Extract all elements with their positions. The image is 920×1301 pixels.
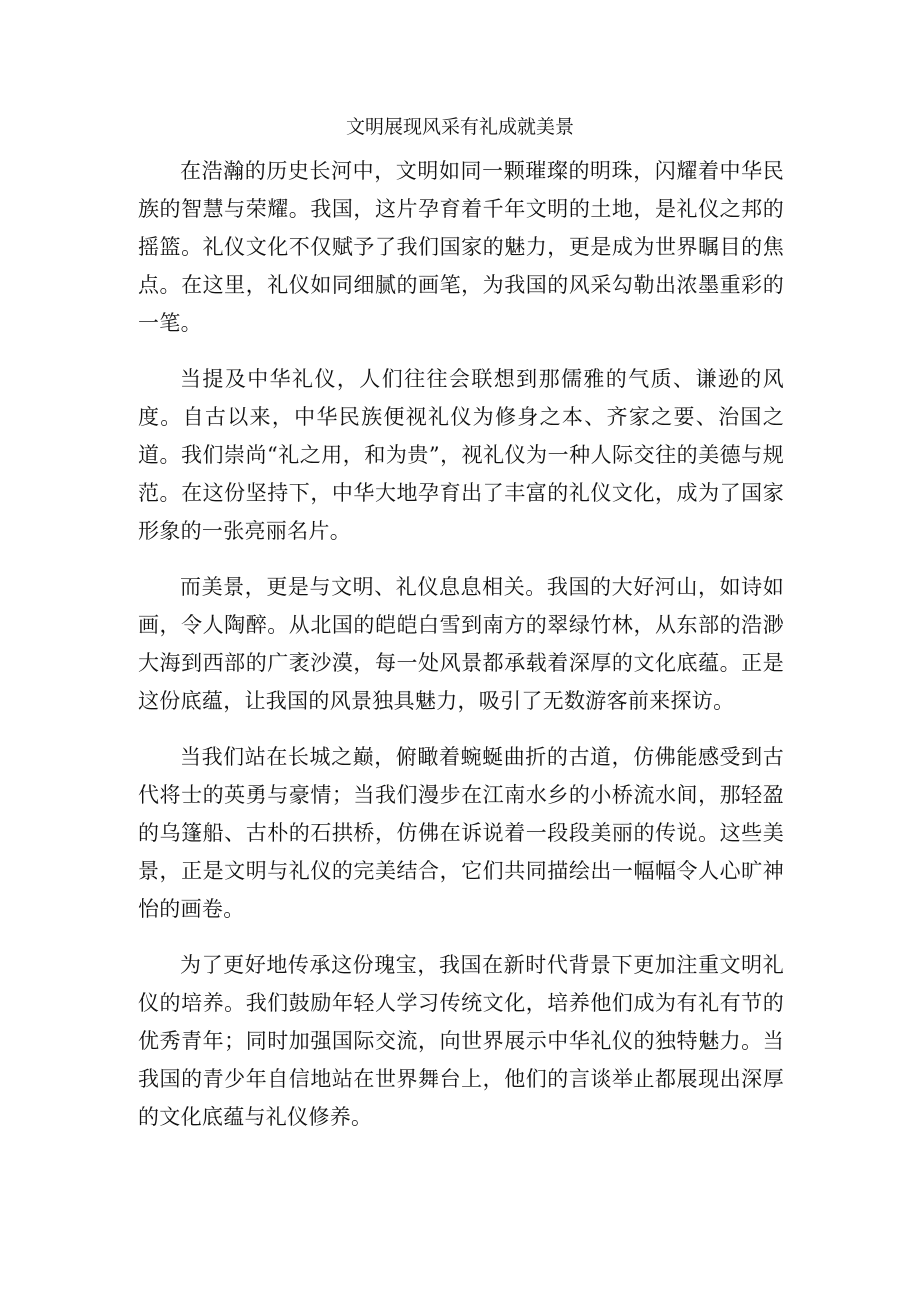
paragraph: 而美景，更是与文明、礼仪息息相关。我国的大好河山，如诗如画，令人陶醉。从北国的皑皑白雪到南方的翠绿竹林，从东部的浩渺大海到西部的广袤沙漠，每一处风景都承载着深厚的文化底蕴。正是这份底蕴，让我国的风景独具魅力，吸引了无数游客前来探访。 <box>138 575 784 713</box>
paragraph: 当我们站在长城之巅，俯瞰着蜿蜒曲折的古道，仿佛能感受到古代将士的英勇与豪情；当我们漫步在江南水乡的小桥流水间，那轻盈的乌篷船、古朴的石拱桥，仿佛在诉说着一段段美丽的传说。这些美景，正是文明与礼仪的完美结合，它们共同描绘出一幅幅令人心旷神怡的画卷。 <box>138 745 784 921</box>
paragraph: 当提及中华礼仪，人们往往会联想到那儒雅的气质、谦逊的风度。自古以来，中华民族便视礼仪为修身之本、齐家之要、治国之道。我们崇尚“礼之用，和为贵”，视礼仪为一种人际交往的美德与规范。在这份坚持下，中华大地孕育出了丰富的礼仪文化，成为了国家形象的一张亮丽名片。 <box>138 367 784 543</box>
document-body <box>138 152 784 1154</box>
document-title: 文明展现风采有礼成就美景 <box>345 116 574 138</box>
paragraph: 为了更好地传承这份瑰宝，我国在新时代背景下更加注重文明礼仪的培养。我们鼓励年轻人学习传统文化，培养他们成为有礼有节的优秀青年；同时加强国际交流，向世界展示中华礼仪的独特魅力。当我国的青少年自信地站在世界舞台上，他们的言谈举止都展现出深厚的文化底蕴与礼仪修养。 <box>138 953 784 1129</box>
paragraph: 在浩瀚的历史长河中，文明如同一颗璀璨的明珠，闪耀着中华民族的智慧与荣耀。我国，这片孕育着千年文明的土地，是礼仪之邦的摇篮。礼仪文化不仅赋予了我们国家的魅力，更是成为世界瞩目的焦点。在这里，礼仪如同细腻的画笔，为我国的风采勾勒出浓墨重彩的一笔。 <box>138 159 784 335</box>
